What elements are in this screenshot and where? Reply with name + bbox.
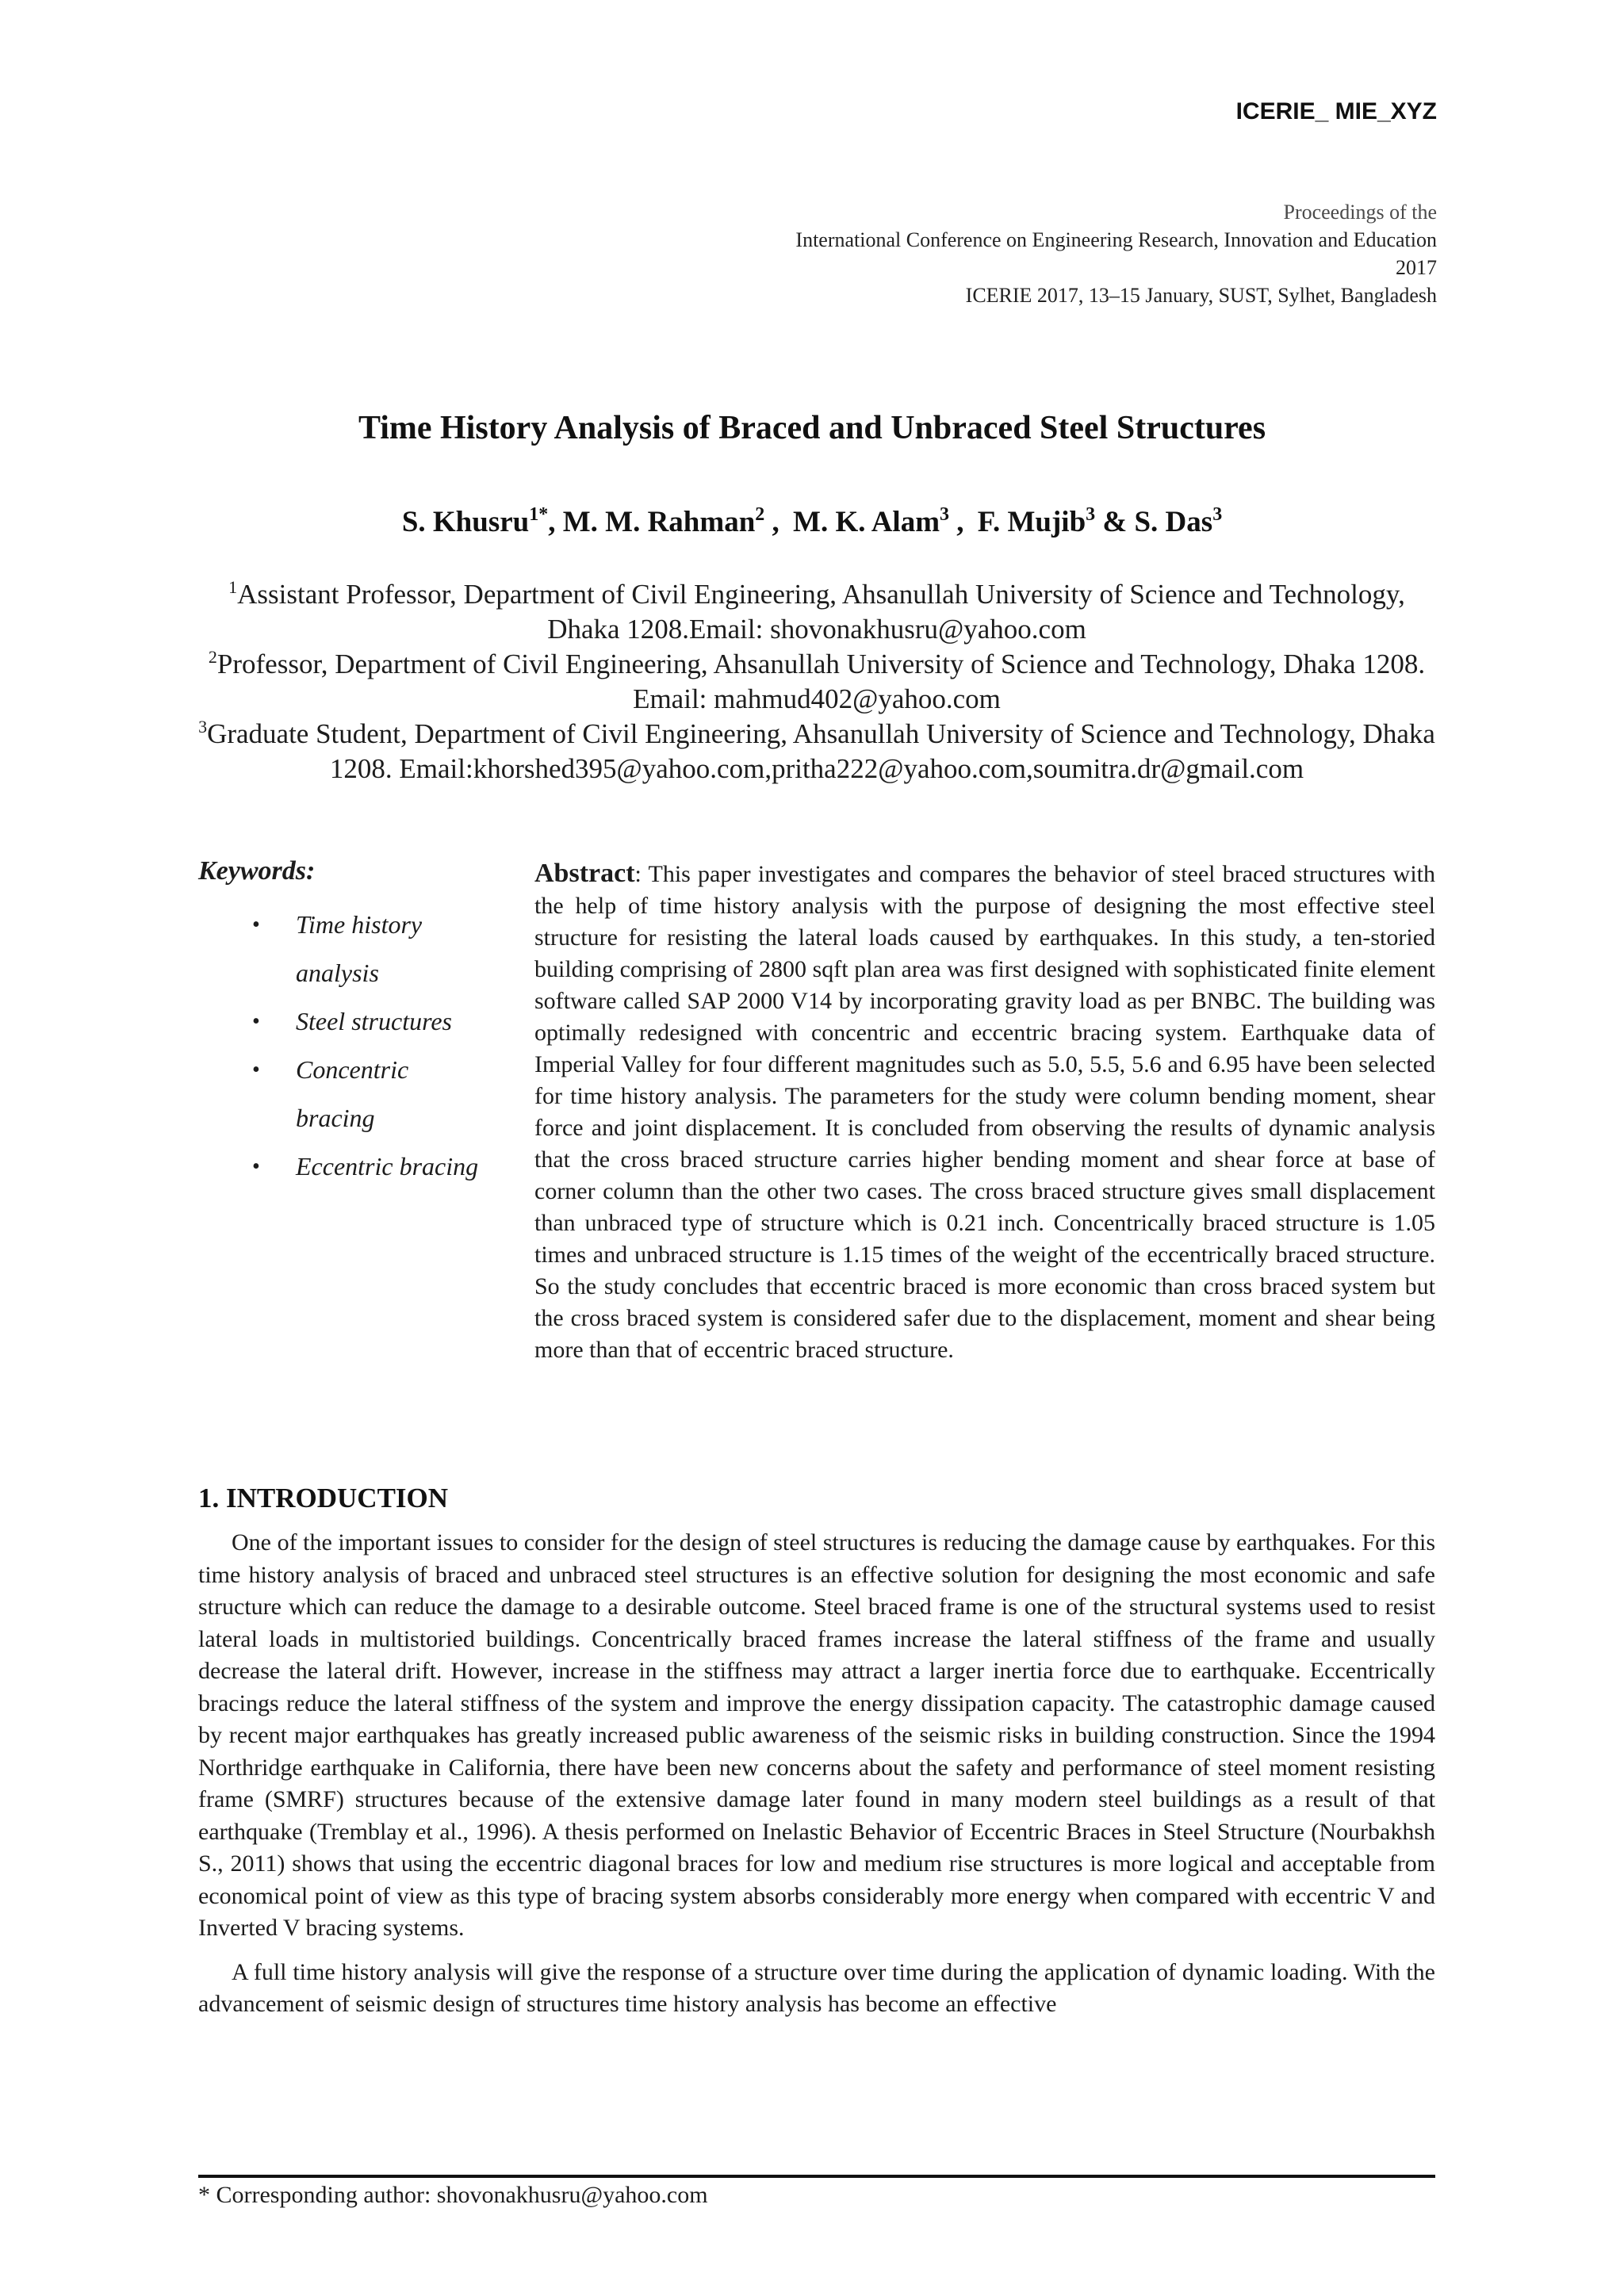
author-separator: , (949, 506, 964, 538)
affiliation-mark: 1 (228, 577, 238, 597)
footnote-rule (198, 2175, 1435, 2178)
affiliation (198, 647, 1435, 717)
affiliation-text: Graduate Student, Department of Civil Engineering, Ahsanullah University of Science and Technology, Dhaka 1208. Email:khorshed395@yahoo.com,pritha222@yahoo.com,soumitra.dr@gmail.com (207, 718, 1435, 784)
keyword-text: Time history analysis (296, 910, 423, 987)
keyword-item (198, 1046, 484, 1142)
author-affiliation-mark: 3 (1212, 504, 1223, 525)
author-affiliation-mark: 3 (940, 504, 950, 525)
body-paragraph: One of the important issues to consider for the design of steel structures is reducing the damage cause by earthquakes. For this time history analysis of braced and unbraced steel structures is an effective solution for designing the most economic and safe structure which can reduce the damage to a desirable outcome. Steel braced frame is one of the structural systems used to resist lateral loads in multistoried buildings. Concentrically braced frames increase the lateral stiffness of the frame and usually decrease the lateral drift. However, increase in the stiffness may attract a larger inertia force due to earthquake. Eccentrically bracings reduce the lateral stiffness of the system and improve the energy dissipation capacity. The catastrophic damage caused by recent major earthquakes has greatly increased public awareness of the seismic risks in building construction. Since the 1994 Northridge earthquake in California, there have been new concerns about the safety and performance of steel moment resisting frame (SMRF) structures because of the extensive damage later found in many modern steel buildings as a result of that earthquake (Tremblay et al., 1996). A thesis performed on Inelastic Behavior of Eccentric Braces in Steel Structure (Nourbakhsh S., 2011) shows that using the eccentric diagonal braces for low and medium rise structures is more logical and acceptable from economical point of view as this type of bracing system absorbs considerably more energy when compared with eccentric V and Inverted V bracing systems. (198, 1529, 1435, 1941)
proceedings-line: ICERIE 2017, 13–15 January, SUST, Sylhet, Bangladesh (965, 284, 1437, 307)
keyword-item (198, 901, 484, 997)
keywords-list (198, 901, 484, 1191)
author-name: S. Khusru (401, 506, 530, 538)
section-heading-introduction: 1. INTRODUCTION (198, 1483, 449, 1513)
keyword-text: Eccentric bracing (296, 1152, 479, 1181)
author-name: M. K. Alam (793, 506, 940, 538)
paper-title: Time History Analysis of Braced and Unbraced Steel Structures (358, 410, 1266, 446)
author-name: M. M. Rahman (562, 506, 756, 538)
footnote: * Corresponding author: shovonakhusru@yahoo.com (198, 2182, 708, 2208)
author-separator: , (764, 506, 779, 538)
keyword-text: Steel structures (296, 1007, 452, 1035)
bullet-icon: • (252, 1154, 260, 1179)
affiliation-mark: 3 (198, 717, 208, 737)
abstract-block (534, 858, 1435, 1366)
proceedings-line: 2017 (1396, 256, 1437, 279)
abstract-heading: Abstract (534, 859, 635, 888)
affiliation-mark: 2 (208, 647, 217, 667)
author-separator: & (1095, 506, 1128, 538)
author-list (0, 505, 1624, 539)
author-name: F. Mujib (977, 506, 1086, 538)
keyword-item (198, 1142, 484, 1191)
bullet-icon: • (252, 1058, 260, 1082)
introduction-body (198, 1527, 1435, 2033)
keywords-heading: Keywords: (198, 856, 316, 886)
author-separator: , (548, 506, 556, 538)
proceedings-block (795, 198, 1437, 309)
affiliation-text: Professor, Department of Civil Engineering, Ahsanullah University of Science and Technology, Dhaka 1208. Email: mahmud402@yahoo.com (216, 649, 1426, 714)
bullet-icon: • (252, 1009, 260, 1034)
affiliation (198, 717, 1435, 786)
author-affiliation-mark: 2 (755, 504, 765, 525)
bullet-icon: • (252, 913, 260, 937)
author-affiliation-mark: 1* (529, 504, 549, 525)
affiliation (198, 577, 1435, 647)
abstract-text: : This paper investigates and compares the behavior of steel braced structures with the help of time history analysis with the purpose of designing the most effective steel structure for resisting the lateral loads caused by earthquakes. In this study, a ten-storied building comprising of 2800 sqft plan area was first designed with sophisticated finite element software called SAP 2000 V14 by incorporating gravity load as per BNBC. The building was optimally redesigned with concentric and eccentric bracing system. Earthquake data of Imperial Valley for four different magnitudes such as 5.0, 5.5, 5.6 and 6.95 have been selected for time history analysis. The parameters for the study were column bending moment, shear force and joint displacement. It is concluded from observing the results of dynamic analysis that the cross braced structure carries higher bending moment and shear force at base of corner column than the other two cases. The cross braced structure gives small displacement than unbraced type of structure which is 0.21 inch. Concentrically braced structure is 1.05 times and unbraced structure is 1.15 times of the weight of the eccentrically braced structure. So the study concludes that eccentric braced is more economic than cross braced system but the cross braced system is considered safer due to the displacement, moment and shear being more than that of eccentric braced structure. (534, 861, 1435, 1363)
author-name: S. Das (1134, 506, 1213, 538)
affiliation-text: Assistant Professor, Department of Civil Engineering, Ahsanullah University of Science and Technology, Dhaka 1208.Email: shovonakhusru@yahoo.com (237, 579, 1405, 645)
body-paragraph: A full time history analysis will give the response of a structure over time during the application of dynamic loading. With the advancement of seismic design of structures time history analysis has become an effective (198, 1958, 1435, 2017)
paper-code: ICERIE_ MIE_XYZ (1235, 98, 1437, 124)
keyword-text: Concentric bracing (296, 1055, 409, 1132)
proceedings-line: Proceedings of the (1283, 201, 1437, 224)
keyword-item (198, 997, 484, 1046)
affiliation-list (198, 577, 1435, 786)
keywords-column (198, 856, 484, 1191)
author-affiliation-mark: 3 (1086, 504, 1096, 525)
proceedings-line: International Conference on Engineering Research, Innovation and Education (795, 228, 1437, 251)
